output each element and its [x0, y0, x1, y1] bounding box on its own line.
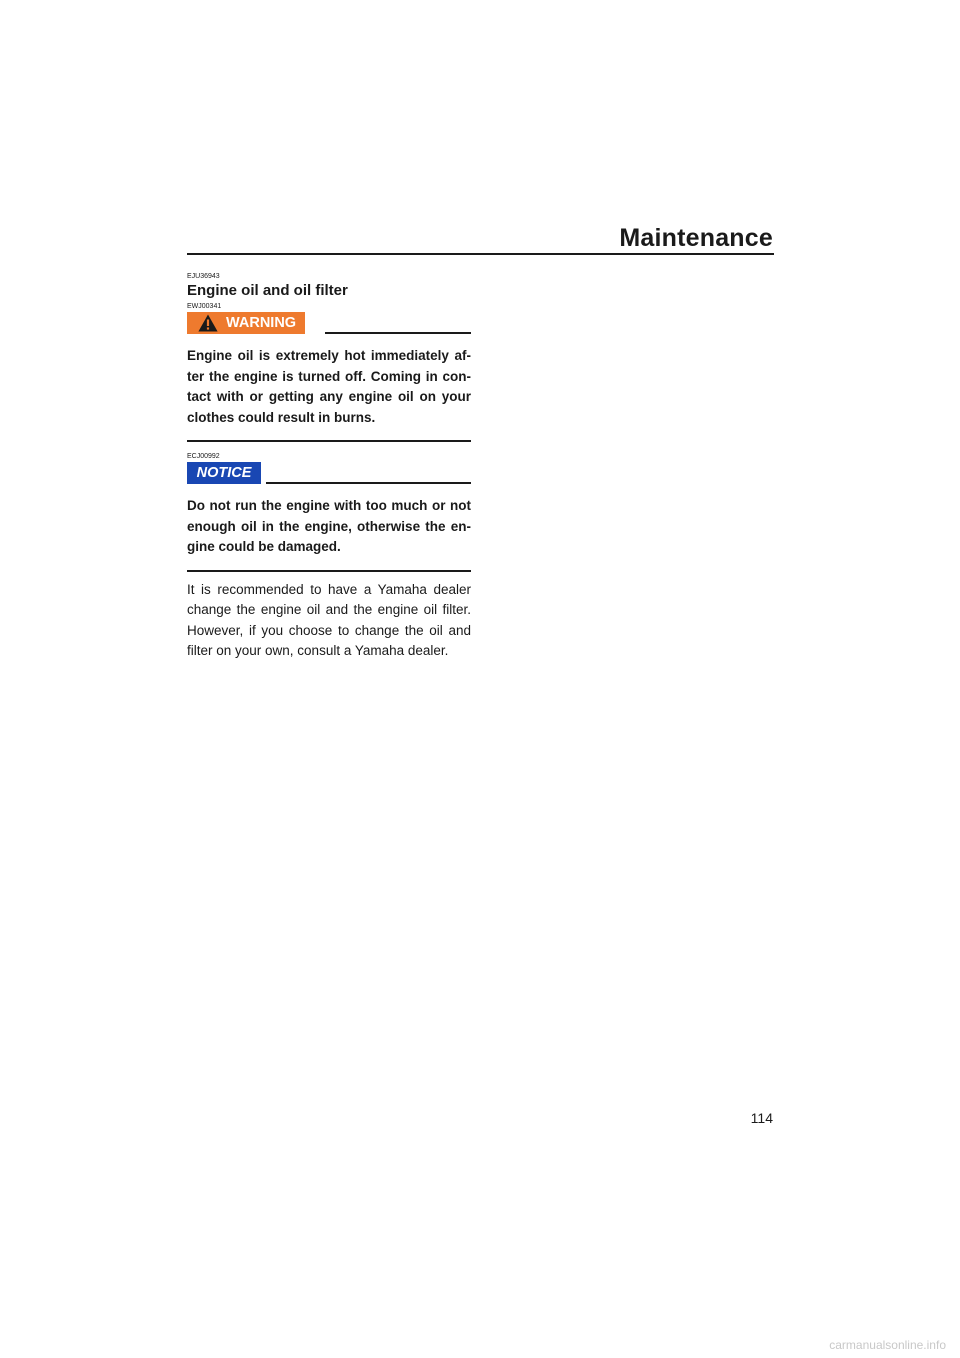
warning-rule	[325, 332, 471, 334]
warning-label: WARNING	[226, 315, 297, 331]
content-column	[187, 272, 471, 662]
notice-label: NOTICE	[196, 465, 252, 481]
notice-header	[187, 462, 471, 486]
section-title: Engine oil and oil filter	[187, 282, 348, 299]
warning-badge	[187, 312, 305, 334]
notice-badge	[187, 462, 261, 484]
notice-rule	[266, 482, 471, 484]
section-code: EJU36943	[187, 273, 220, 280]
page-number: 114	[750, 1110, 773, 1126]
warning-triangle-icon	[198, 314, 218, 332]
body-paragraph: It is recommended to have a Yamaha dealer change the engine oil and the engine oil filter. However, if you choose to change the oil and filter on your own, consult a Yamaha dealer.	[187, 581, 471, 658]
warning-end-rule	[187, 440, 471, 442]
notice-text: Do not run the engine with too much or not enough oil in the engine, otherwise the en- gine could be damaged.	[187, 498, 471, 554]
warning-header	[187, 312, 471, 336]
warning-text: Engine oil is extremely hot immediately af- ter the engine is turned off. Coming in con- tact with or getting any engine oil on your clothes could result in burns.	[187, 348, 471, 425]
watermark: carmanualsonline.info	[829, 1338, 946, 1352]
header-divider	[187, 253, 774, 255]
page-header-title: Maintenance	[619, 224, 773, 252]
warning-code: EWJ00341	[187, 303, 222, 310]
notice-code: ECJ00992	[187, 453, 220, 460]
notice-end-rule	[187, 570, 471, 572]
